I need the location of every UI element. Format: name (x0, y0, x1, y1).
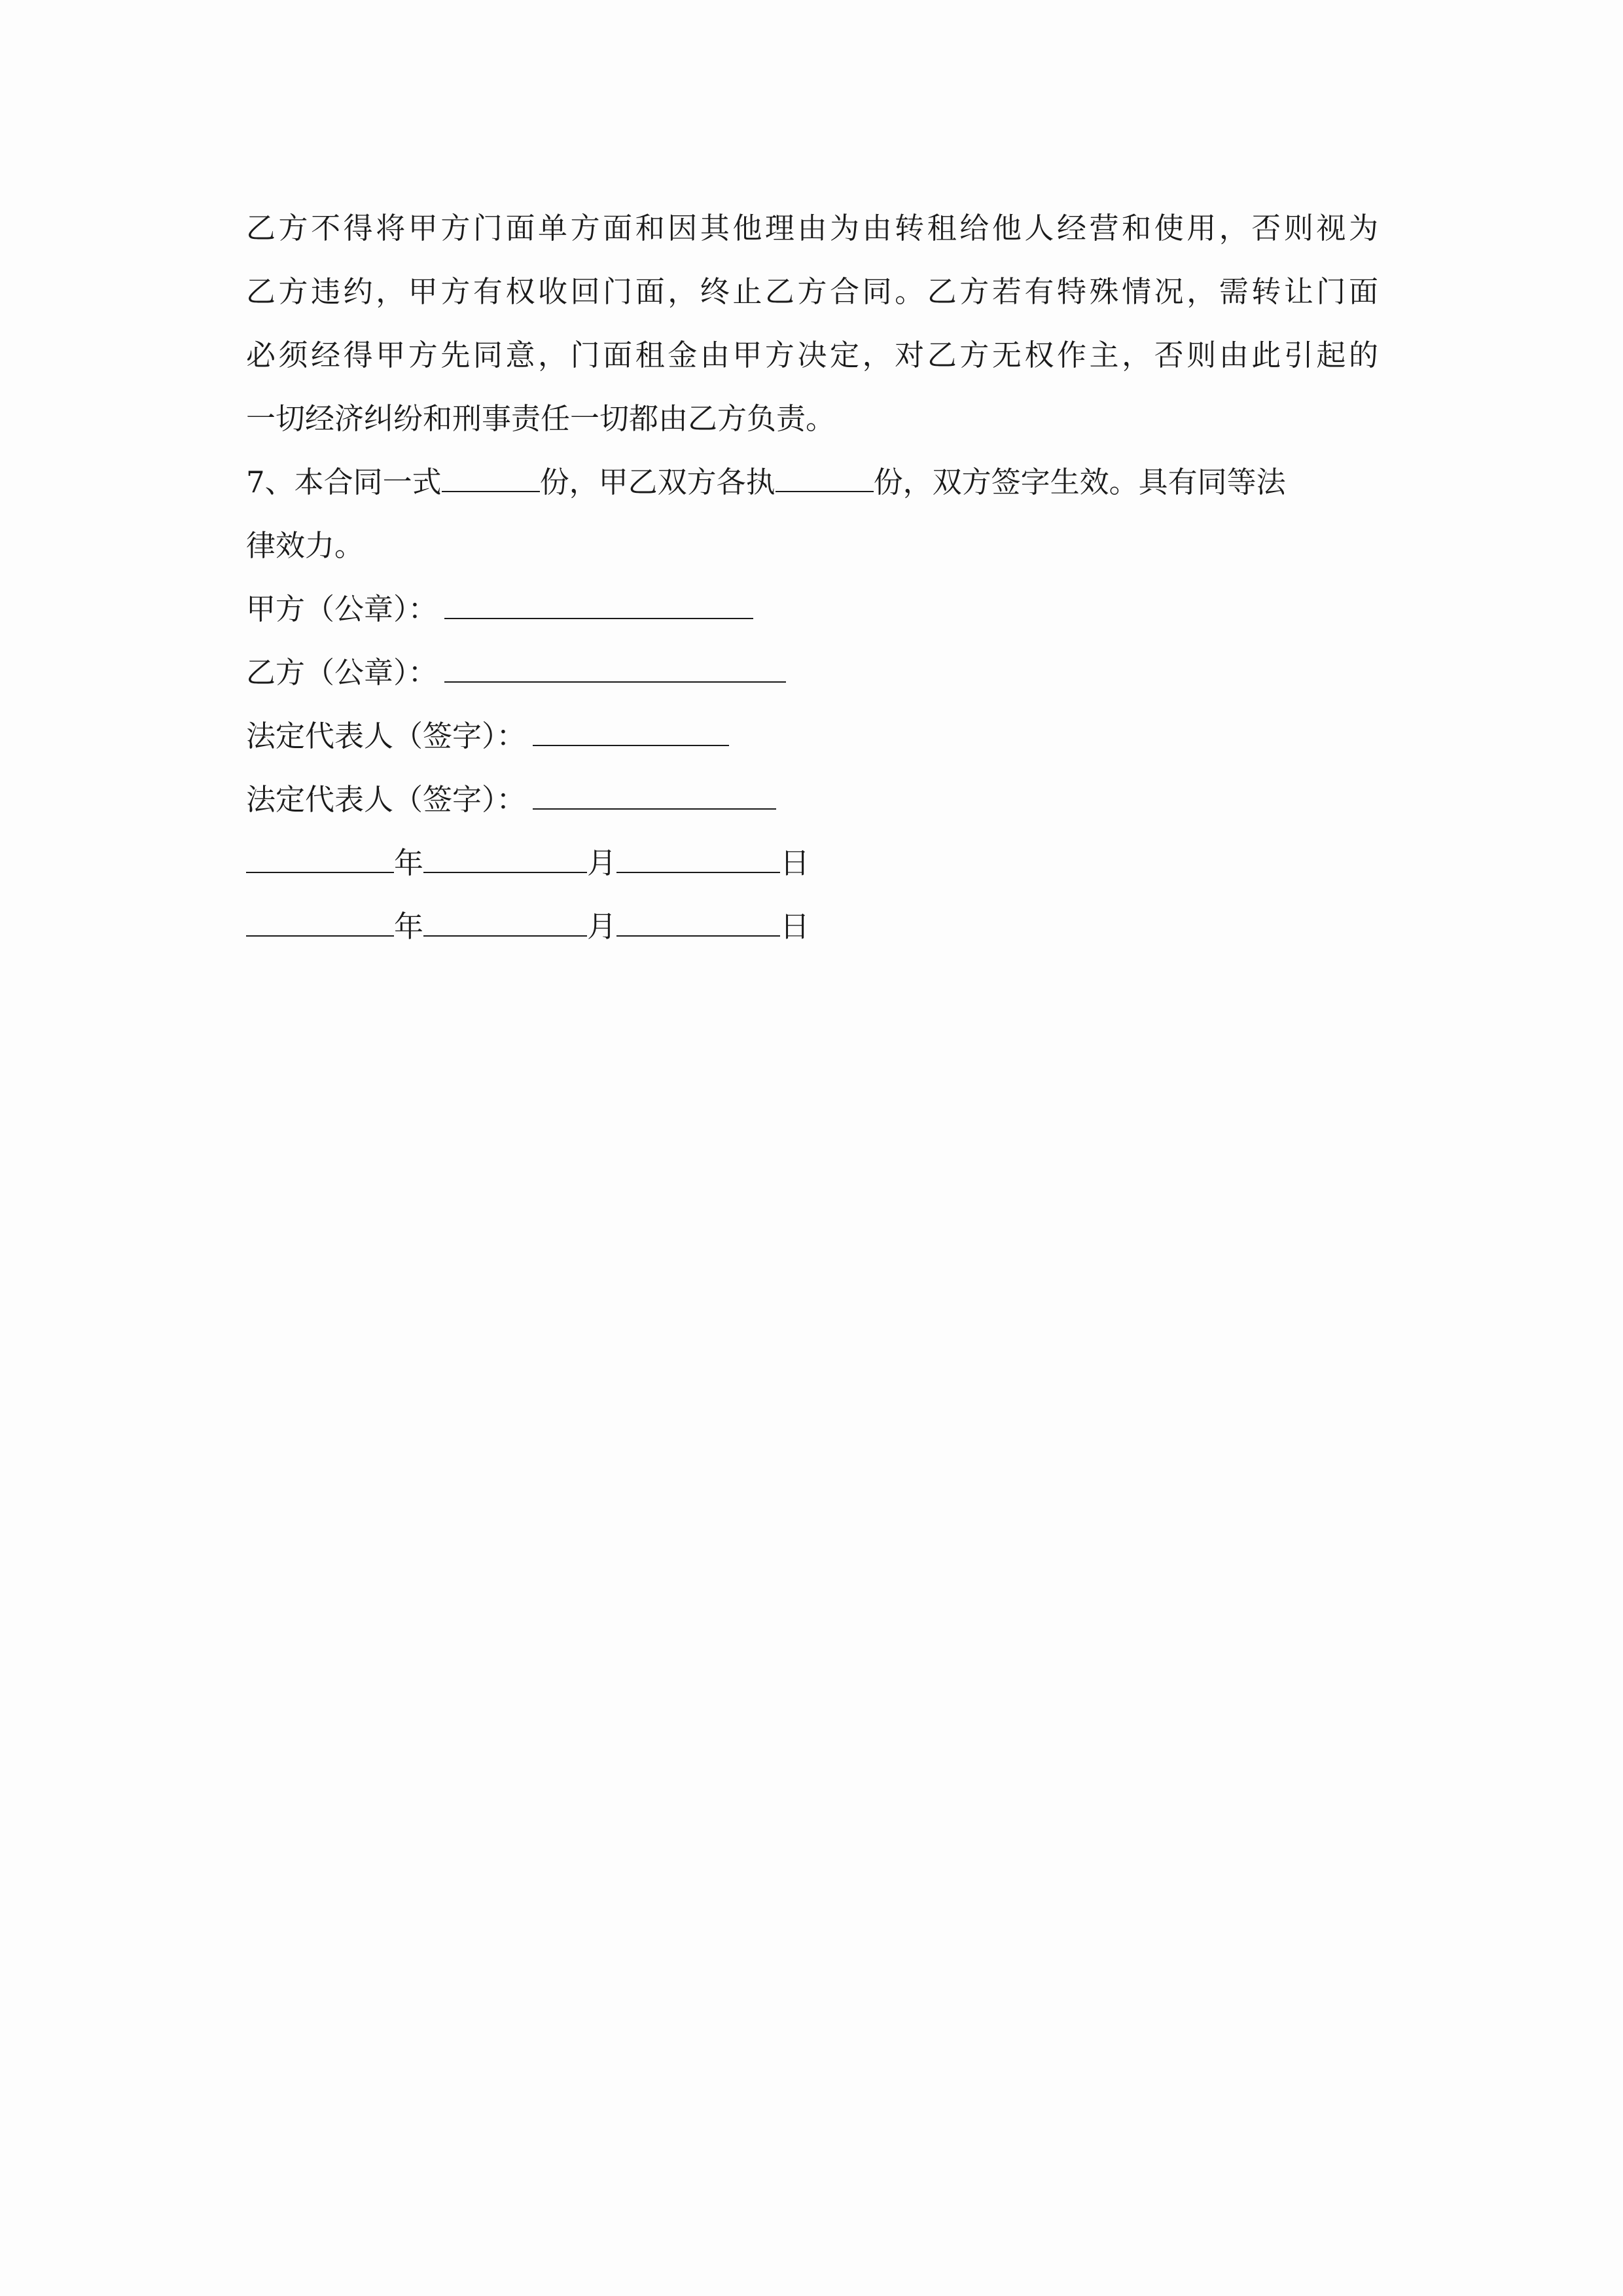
rep-a-signature-label: 法定代表人（签字）： (246, 719, 526, 753)
clause-7-text: 份，双方签字生效。具有同等法 (873, 465, 1286, 499)
rep-a-signature-line (246, 704, 1378, 768)
rep-b-signature-label: 法定代表人（签字）： (246, 782, 526, 817)
year-label: 年 (394, 909, 424, 944)
paragraph-line: 一切经济纠纷和刑事责任一切都由乙方负责。 (246, 401, 836, 436)
copies-each-blank (776, 454, 874, 492)
paragraph-line: 乙方违约，甲方有权收回门面，终止乙方合同。乙方若有特殊情况，需转让门面 (246, 274, 1378, 309)
day-blank (616, 835, 780, 873)
party-b-seal-label: 乙方（公章）： (246, 655, 438, 690)
date-line-a (246, 831, 1378, 895)
clause-7-text: 7、本合同一式 (246, 465, 442, 499)
clause-7-text: 份，甲乙双方各执 (539, 465, 776, 499)
rep-b-signature-line (246, 768, 1378, 831)
contract-body (246, 196, 1378, 958)
day-label: 日 (780, 846, 810, 880)
year-blank (246, 899, 394, 937)
party-b-seal-blank (444, 645, 786, 683)
rep-b-signature-blank (533, 772, 776, 810)
date-line-b (246, 895, 1378, 958)
month-label: 月 (587, 846, 617, 880)
paragraph-line: 必须经得甲方先同意，门面租金由甲方决定，对乙方无权作主，否则由此引起的 (246, 338, 1378, 372)
year-blank (246, 835, 394, 873)
year-label: 年 (394, 846, 424, 880)
month-blank (423, 835, 587, 873)
paragraph-line: 乙方不得将甲方门面单方面和因其他理由为由转租给他人经营和使用，否则视为 (246, 211, 1378, 245)
day-label: 日 (780, 909, 810, 944)
party-a-seal-label: 甲方（公章）： (246, 592, 438, 626)
day-blank (616, 899, 780, 937)
copies-blank (442, 454, 540, 492)
party-a-seal-blank (444, 581, 753, 619)
paragraph-line: 律效力。 (246, 528, 365, 563)
party-a-seal-line (246, 577, 1378, 641)
party-b-seal-line (246, 641, 1378, 704)
rep-a-signature-blank (533, 708, 729, 746)
month-blank (423, 899, 587, 937)
month-label: 月 (587, 909, 617, 944)
clause-7-line (246, 450, 1378, 514)
